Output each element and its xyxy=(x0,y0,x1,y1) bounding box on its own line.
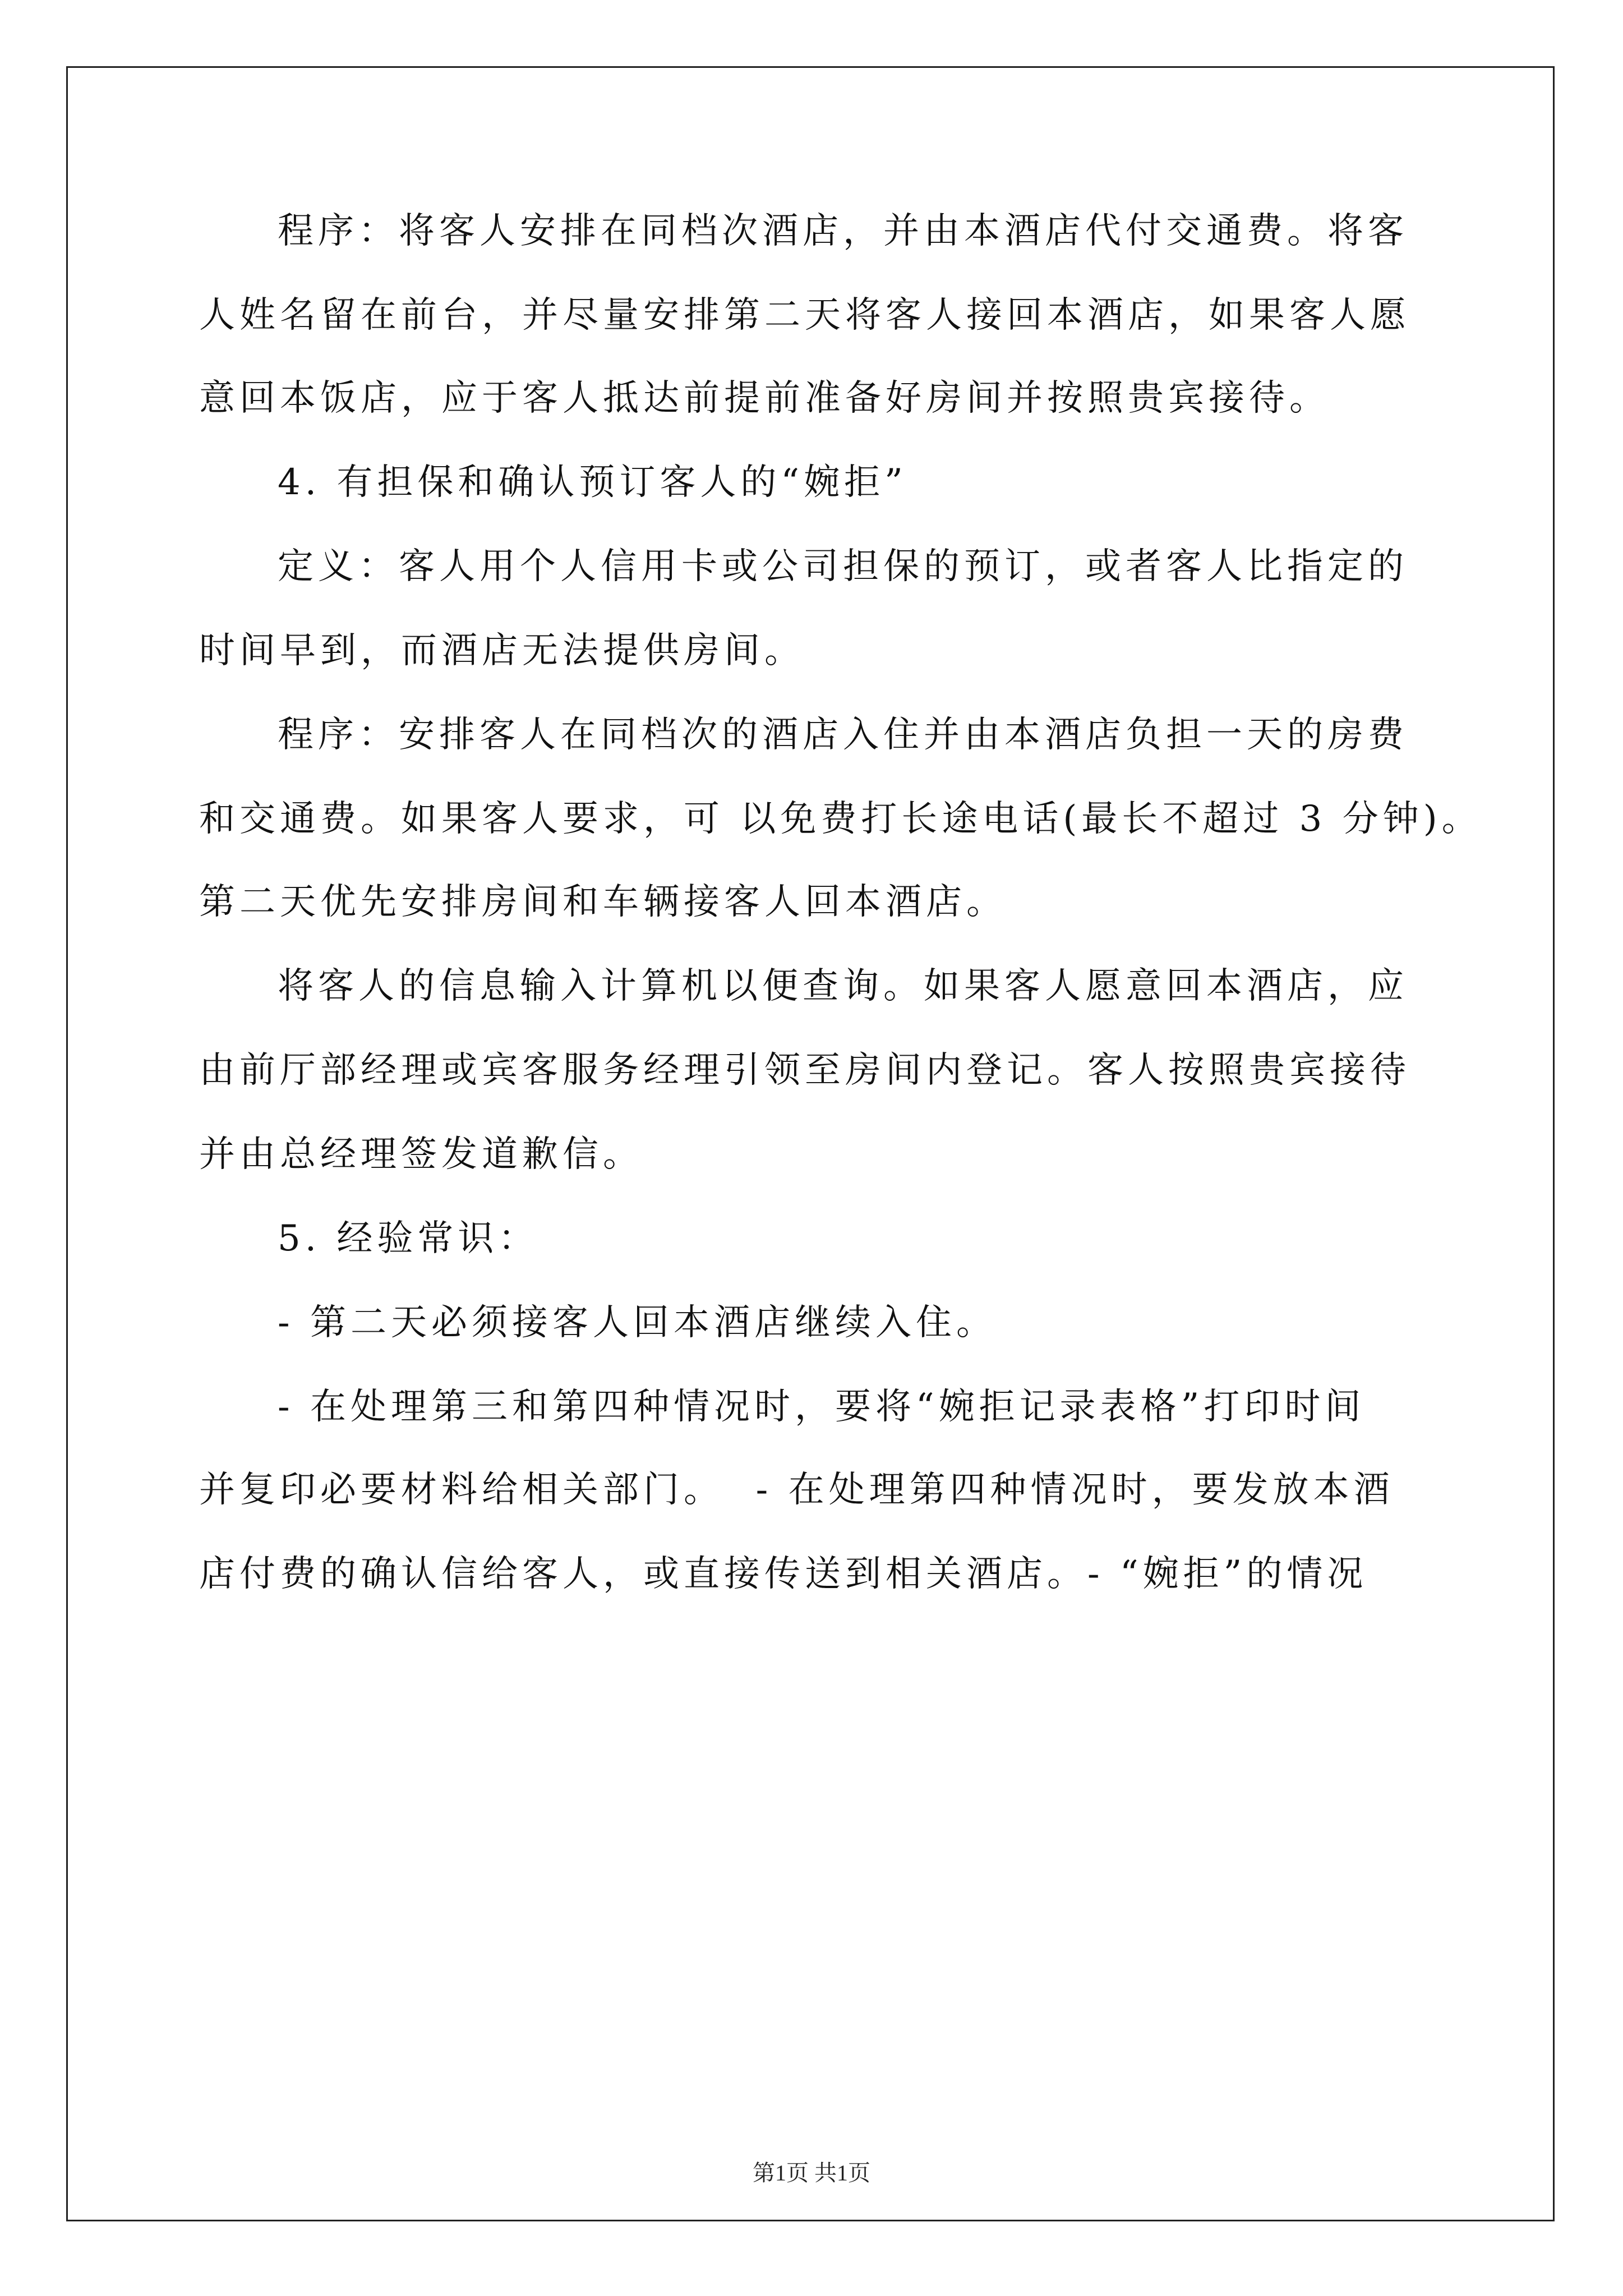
text-line-11: 由前厅部经理或宾客服务经理引领至房间内登记。客人按照贵宾接待 xyxy=(199,1050,1410,1091)
text-line-8: 和交通费。如果客人要求，可 以免费打长途电话(最长不超过 3 分钟)。 xyxy=(199,798,1482,840)
text-line-7: 程序：安排客人在同档次的酒店入住并由本酒店负担一天的房费 xyxy=(278,714,1408,756)
text-line-9: 第二天优先安排房间和车辆接客人回本酒店。 xyxy=(199,881,1007,923)
text-line-12: 并由总经理签发道歉信。 xyxy=(199,1134,643,1175)
text-line-3: 意回本饭店，应于客人抵达前提前准备好房间并按照贵宾接待。 xyxy=(199,378,1330,419)
text-line-2: 人姓名留在前台，并尽量安排第二天将客人接回本酒店，如果客人愿 xyxy=(199,295,1410,336)
text-line-6: 时间早到，而酒店无法提供房间。 xyxy=(199,630,805,671)
text-line-1: 程序：将客人安排在同档次酒店，并由本酒店代付交通费。将客 xyxy=(278,210,1408,252)
bullet-line-2: - 在处理第三和第四种情况时，要将“婉拒记录表格”打印时间 xyxy=(278,1386,1366,1428)
heading-5: 5. 经验常识： xyxy=(278,1218,539,1259)
bullet-line-1: - 第二天必须接客人回本酒店继续入住。 xyxy=(278,1302,997,1343)
text-line-17: 店付费的确认信给客人，或直接传送到相关酒店。- “婉拒”的情况 xyxy=(199,1553,1368,1595)
text-line-10: 将客人的信息输入计算机以便查询。如果客人愿意回本酒店，应 xyxy=(278,965,1408,1007)
page-footer: 第1页 共1页 xyxy=(753,2160,870,2185)
heading-4: 4. 有担保和确认预订客人的“婉拒” xyxy=(278,462,907,503)
text-line-16: 并复印必要材料给相关部门。 - 在处理第四种情况时，要发放本酒 xyxy=(199,1469,1394,1511)
text-line-5: 定义：客人用个人信用卡或公司担保的预订，或者客人比指定的 xyxy=(278,546,1408,587)
